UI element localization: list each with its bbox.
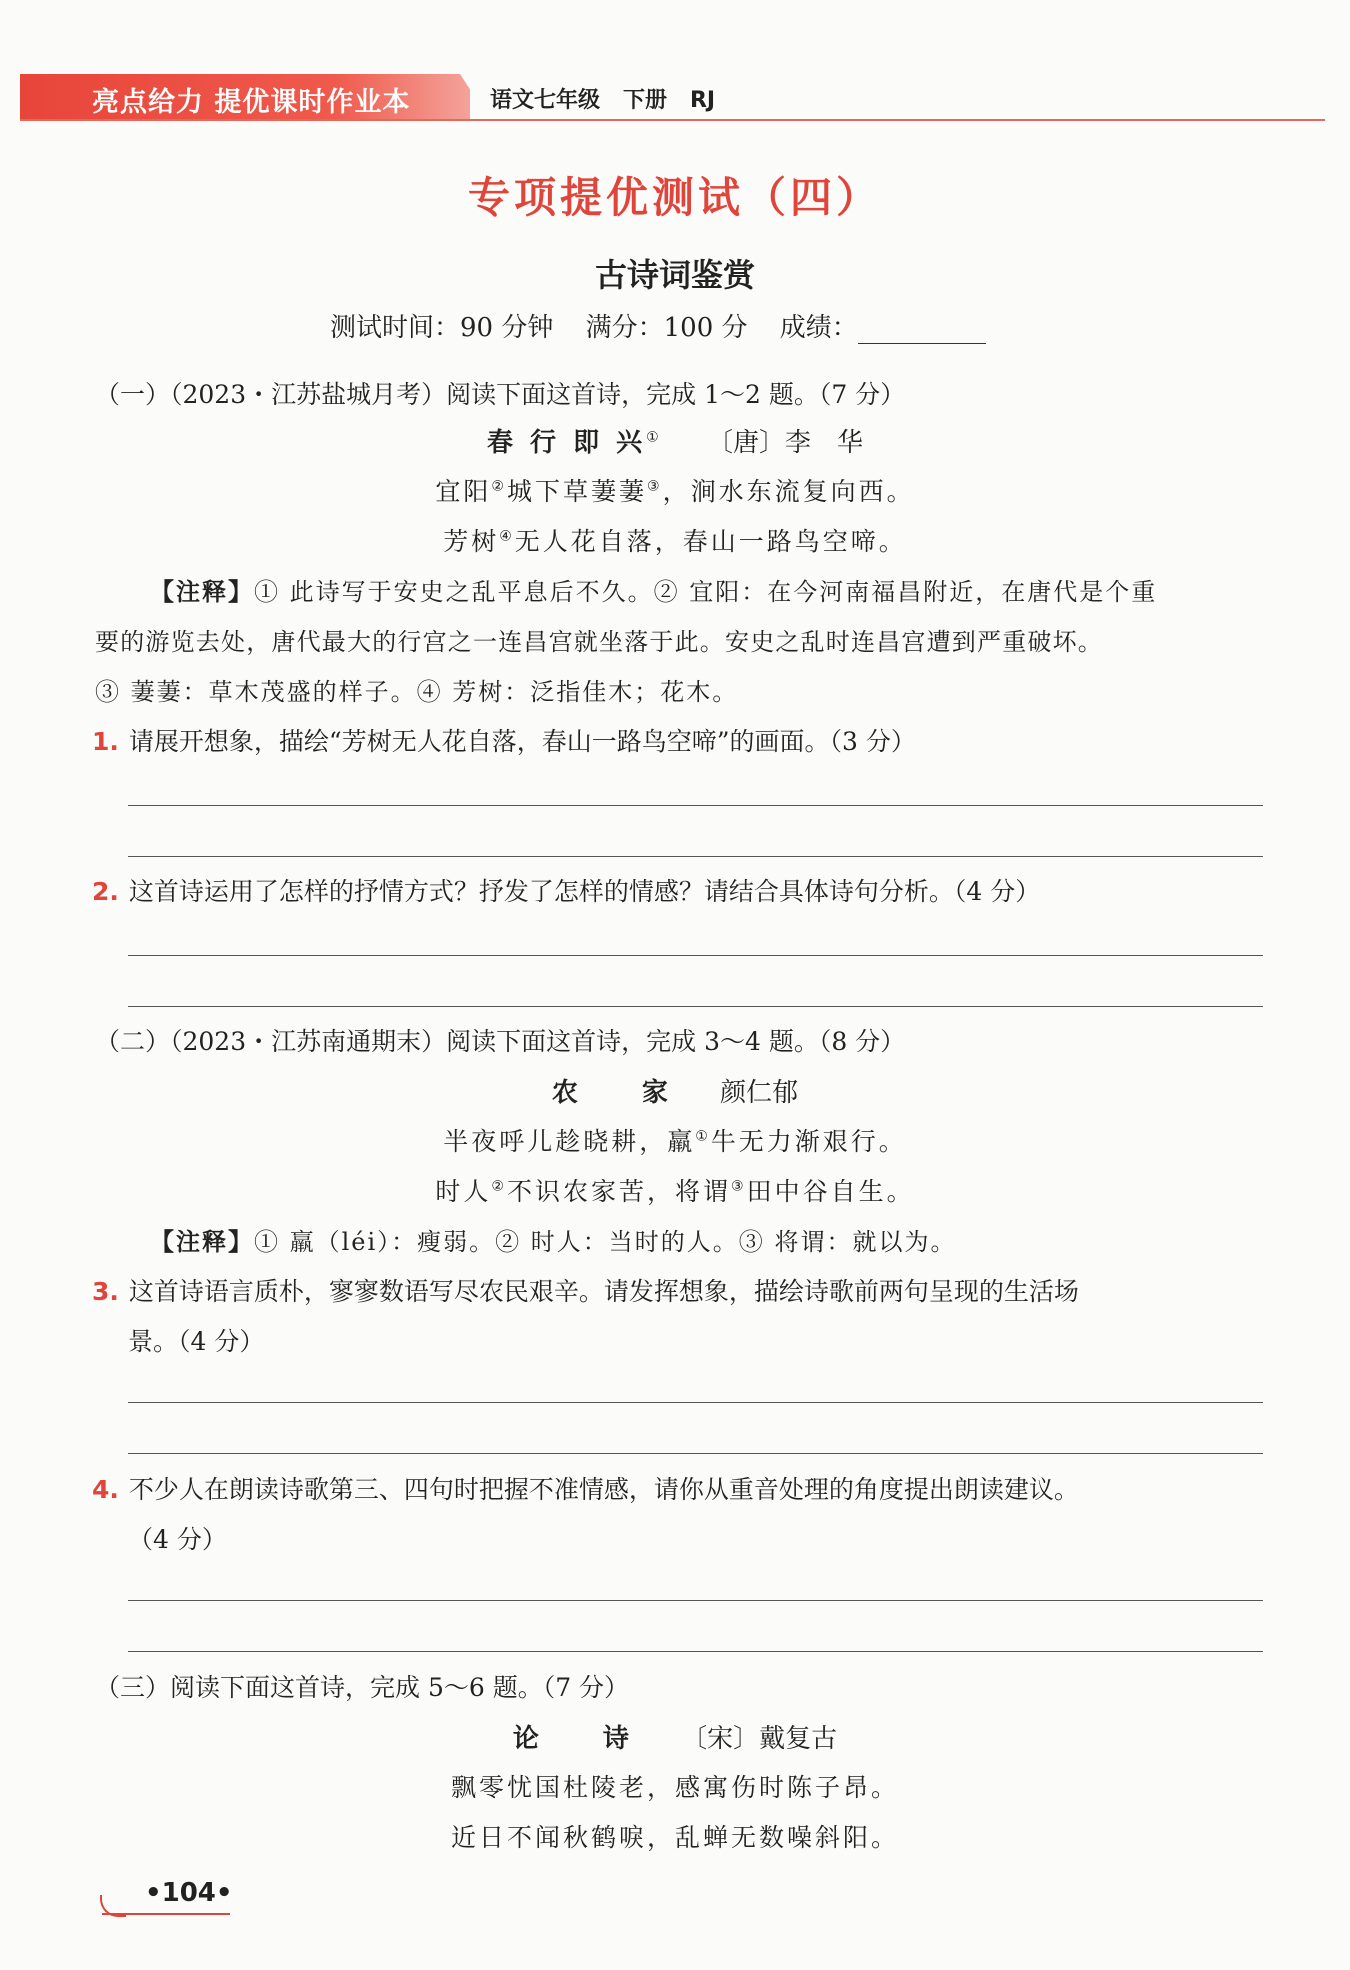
poem-3-line-1: 飘零忧国杜陵老，感寓伤时陈子昂。 xyxy=(450,1773,899,1802)
grade-blank[interactable] xyxy=(858,317,986,344)
grade-label: 语文七年级 下册 RJ xyxy=(490,88,716,113)
question-number: 4. xyxy=(92,1475,119,1504)
full-score: 满分：100 分 xyxy=(585,313,748,343)
answer-line[interactable] xyxy=(128,1006,1263,1007)
poem-author: 〔唐〕李 华 xyxy=(706,428,863,458)
page-subtitle: 古诗词鉴赏 xyxy=(594,256,755,294)
answer-line[interactable] xyxy=(128,1600,1263,1601)
answer-line[interactable] xyxy=(128,955,1263,956)
notes-1-line-2: 要的游览去处，唐代最大的行宫之一连昌宫就坐落于此。安史之乱时连昌宫遭到严重破坏。 xyxy=(95,628,1103,656)
answer-line[interactable] xyxy=(128,1402,1263,1403)
notes-1-line-3: ③ 萋萋：草木茂盛的样子。④ 芳树：泛指佳木；花木。 xyxy=(95,678,739,706)
poem-author: 颜仁郁 xyxy=(720,1078,799,1108)
note-label: 【注释】 xyxy=(150,1228,254,1256)
poem-2-title xyxy=(0,1072,1350,1109)
poem-2-line-1: 半夜呼儿趁晓耕，羸①牛无力渐艰行。 xyxy=(443,1127,907,1156)
page-title: 专项提优测试（四） xyxy=(467,173,882,222)
page-header xyxy=(20,74,1325,120)
question-3: 3. 这首诗语言质朴，寥寥数语写尽农民艰辛。请发挥想象，描绘诗歌前两句呈现的生活场 xyxy=(92,1277,1079,1306)
footer-rule xyxy=(102,1913,230,1915)
section-2-heading: （二）（2023・江苏南通期末）阅读下面这首诗，完成 3～4 题。（8 分） xyxy=(95,1027,906,1056)
test-info xyxy=(330,307,986,344)
question-number: 3. xyxy=(92,1277,119,1306)
poem-3-title xyxy=(0,1718,1350,1755)
answer-line[interactable] xyxy=(128,856,1263,857)
notes-2: 【注释】① 羸（léi）：瘦弱。② 时人：当时的人。③ 将谓：就以为。 xyxy=(150,1228,957,1256)
header-rule xyxy=(20,119,1325,121)
question-4: 4. 不少人在朗读诗歌第三、四句时把握不准情感，请你从重音处理的角度提出朗读建议。 xyxy=(92,1475,1079,1504)
note-label: 【注释】 xyxy=(150,578,254,606)
section-1-heading: （一）（2023・江苏盐城月考）阅读下面这首诗，完成 1～2 题。（7 分） xyxy=(95,380,906,409)
question-3-continued: 景。（4 分） xyxy=(128,1327,265,1356)
poem-1-line-1: 宜阳②城下草萋萋③，涧水东流复向西。 xyxy=(435,477,915,506)
poem-title-text: 春 行 即 兴 xyxy=(487,428,647,458)
question-2: 2. 这首诗运用了怎样的抒情方式？抒发了怎样的情感？请结合具体诗句分析。（4 分） xyxy=(92,877,1041,906)
question-number: 1. xyxy=(92,727,119,756)
question-1: 1. 请展开想象，描绘“芳树无人花自落，春山一路鸟空啼”的画面。（3 分） xyxy=(92,727,916,756)
page-number: •104• xyxy=(145,1878,233,1908)
question-number: 2. xyxy=(92,877,119,906)
poem-1-title xyxy=(0,422,1350,459)
section-3-heading: （三）阅读下面这首诗，完成 5～6 题。（7 分） xyxy=(95,1673,630,1702)
answer-line[interactable] xyxy=(128,1651,1263,1652)
poem-3-line-2: 近日不闻秋鹤唳，乱蝉无数噪斜阳。 xyxy=(450,1823,899,1852)
grade-field-label: 成绩： xyxy=(779,313,858,343)
poem-author: 〔宋〕戴复古 xyxy=(681,1724,838,1754)
poem-title-text: 论 诗 xyxy=(512,1724,633,1754)
poem-title-text: 农 家 xyxy=(551,1078,672,1108)
poem-1-line-2: 芳树④无人花自落，春山一路鸟空啼。 xyxy=(443,527,907,556)
poem-2-line-2: 时人②不识农家苦，将谓③田中谷自生。 xyxy=(435,1177,915,1206)
answer-line[interactable] xyxy=(128,1453,1263,1454)
footnote-mark: ① xyxy=(646,429,659,446)
question-4-continued: （4 分） xyxy=(128,1525,227,1554)
notes-1-line-1: 【注释】① 此诗写于安史之乱平息后不久。② 宜阳：在今河南福昌附近，在唐代是个重 xyxy=(150,578,1158,606)
answer-line[interactable] xyxy=(128,805,1263,806)
test-time: 测试时间：90 分钟 xyxy=(330,313,554,343)
brand-title: 亮点给力 提优课时作业本 xyxy=(92,87,411,118)
